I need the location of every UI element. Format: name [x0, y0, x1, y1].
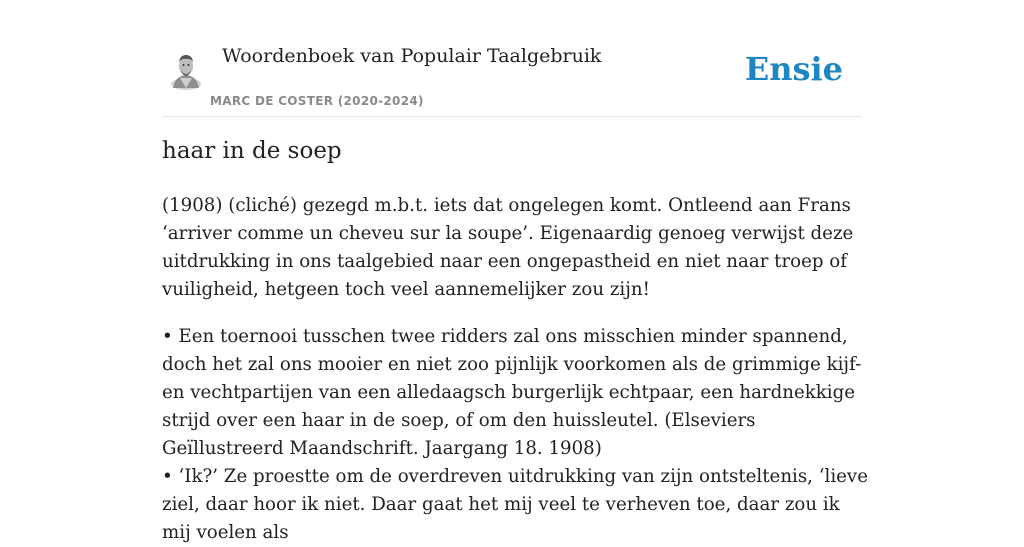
citation-quote: • ‘Ik?’ Ze proestte om de overdreven uitdrukking van zijn ontsteltenis, ‘lieve ziel, daar hoor ik niet. Daar gaat het mij veel te verheven toe, daar zou ik mij voelen als	[162, 466, 868, 543]
citation-quote: • Een toernooi tusschen twee ridders zal ons misschien minder spannend, doch het zal ons mooier en niet zoo pijnlijk voorkomen als de grimmige kijf- en vechtpartijen van een alledaagsch burgerlijk echtpaar, een hardnekkige strijd over een haar in de soep, of om den huissleutel. (Elseviers Geïllustreerd Maandschrift. Jaargang 18. 1908)	[162, 326, 862, 459]
author-portrait-icon	[170, 50, 202, 90]
brand-logo-link[interactable]: Ensie	[744, 50, 843, 88]
entry-definition: (1908) (cliché) gezegd m.b.t. iets dat ongelegen komt. Ontleend aan Frans ‘arriver comme un cheveu sur la soupe’. Eigenaardig genoeg verwijst deze uitdrukking in ons taalgebied naar een ongepastheid en niet naar troep of vuiligheid, hetgeen toch veel aannemelijker zou zijn!	[162, 195, 854, 300]
author-name[interactable]: MARC DE COSTER (2020-2024)	[210, 94, 424, 108]
dictionary-title[interactable]: Woordenboek van Populair Taalgebruik	[222, 45, 602, 67]
entry-term: haar in de soep	[162, 138, 342, 164]
site-header	[162, 0, 862, 117]
